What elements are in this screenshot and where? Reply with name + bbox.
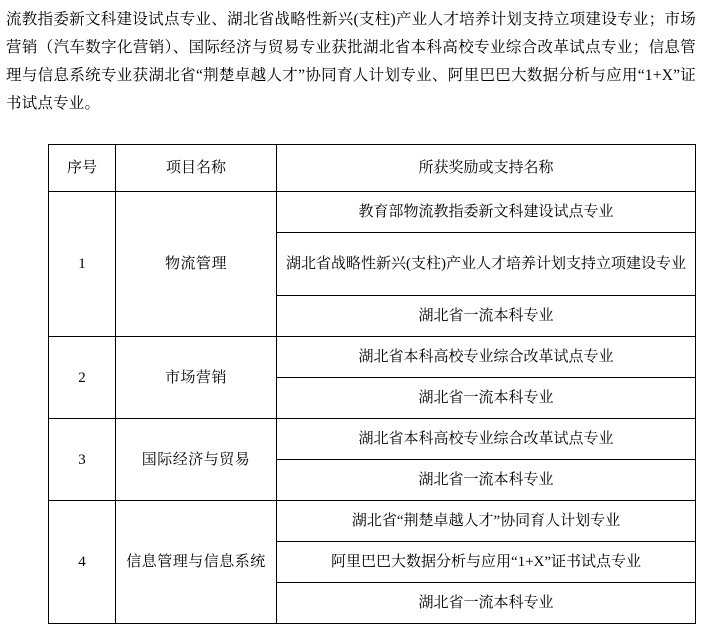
table-row — [49, 419, 696, 460]
row-no: 2 — [49, 337, 116, 419]
table-row — [49, 501, 696, 542]
row-award: 湖北省战略性新兴(支柱)产业人才培养计划支持立项建设专业 — [277, 233, 696, 296]
row-no: 4 — [49, 501, 116, 624]
row-name: 信息管理与信息系统 — [116, 501, 277, 624]
row-award: 湖北省一流本科专业 — [277, 378, 696, 419]
column-header-name: 项目名称 — [116, 145, 277, 192]
row-award: 教育部物流教指委新文科建设试点专业 — [277, 192, 696, 233]
row-award: 湖北省本科高校专业综合改革试点专业 — [277, 419, 696, 460]
column-header-no: 序号 — [49, 145, 116, 192]
row-name: 物流管理 — [116, 192, 277, 337]
award-table — [48, 144, 696, 624]
row-name: 国际经济与贸易 — [116, 419, 277, 501]
row-award: 湖北省一流本科专业 — [277, 583, 696, 624]
row-award: 湖北省一流本科专业 — [277, 296, 696, 337]
row-no: 1 — [49, 192, 116, 337]
row-award: 湖北省“荆楚卓越人才”协同育人计划专业 — [277, 501, 696, 542]
column-header-award: 所获奖励或支持名称 — [277, 145, 696, 192]
table-header-row — [49, 145, 696, 192]
award-table-container — [6, 144, 698, 624]
table-row — [49, 337, 696, 378]
body-paragraph: 流教指委新文科建设试点专业、湖北省战略性新兴(支柱)产业人才培养计划支持立项建设专业；市场营销（汽车数字化营销）、国际经济与贸易专业获批湖北省本科高校专业综合改革试点专业；信息管理与信息系统专业获湖北省“荆楚卓越人才”协同育人计划专业、阿里巴巴大数据分析与应用“1+X”证书试点专业。 — [6, 11, 696, 112]
row-award: 湖北省一流本科专业 — [277, 460, 696, 501]
row-name: 市场营销 — [116, 337, 277, 419]
table-row — [49, 192, 696, 233]
row-no: 3 — [49, 419, 116, 501]
row-award: 湖北省本科高校专业综合改革试点专业 — [277, 337, 696, 378]
row-award: 阿里巴巴大数据分析与应用“1+X”证书试点专业 — [277, 542, 696, 583]
